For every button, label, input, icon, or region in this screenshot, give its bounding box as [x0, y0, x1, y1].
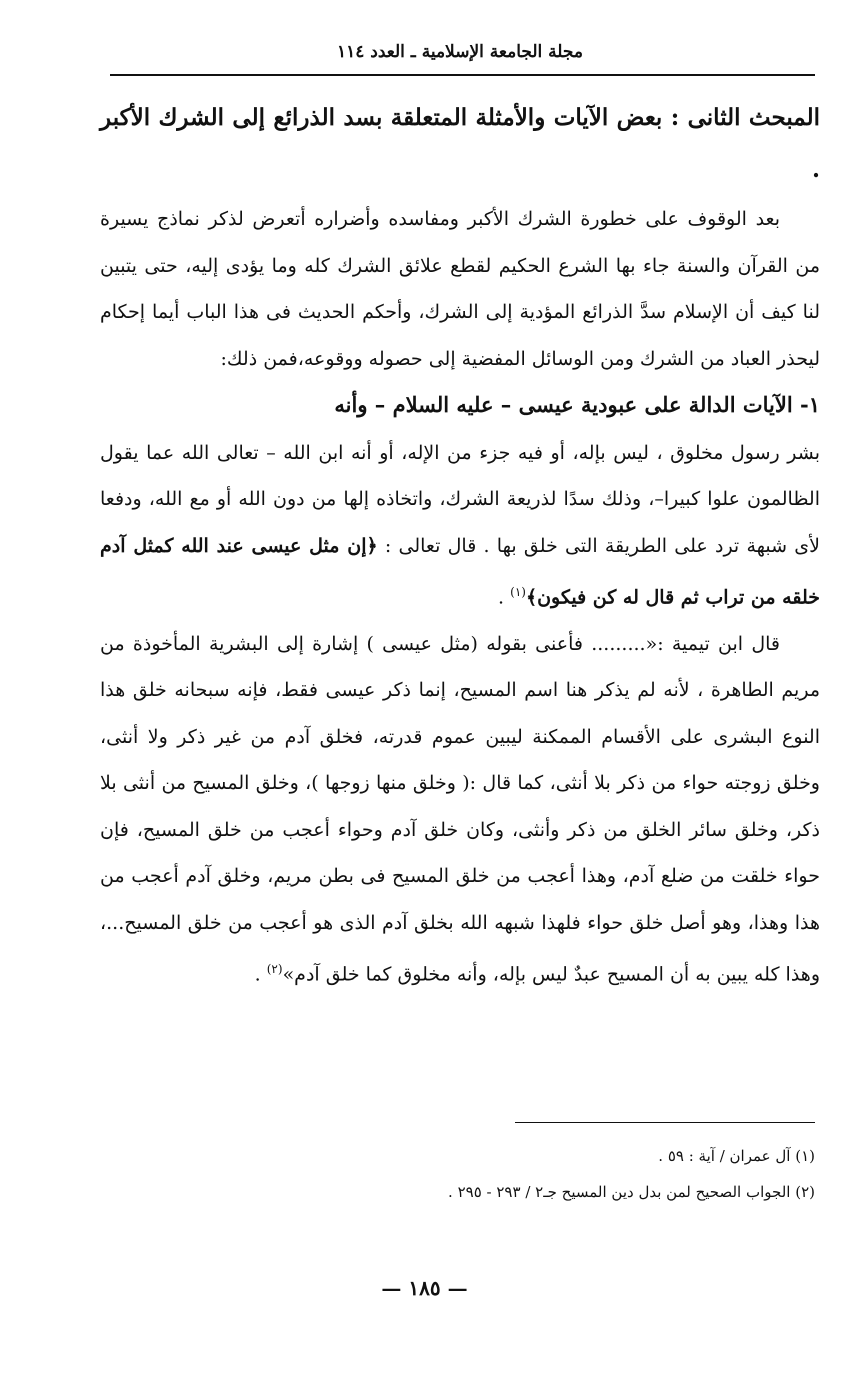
- item-1-end: .: [498, 586, 511, 609]
- footnote-1: (١) آل عمران / آية : ٥٩ .: [658, 1147, 815, 1165]
- intro-paragraph: بعد الوقوف على خطورة الشرك الأكبر ومفاسده وأضراره أتعرض لذكر نماذج يسيرة من القرآن والسنة جاء بها الشرع الحكيم لقطع علائق الشرك كله وما يؤدى إليه، حتى يتبين لنا كيف أن الإسلام سدَّ الذرائع المؤدية إلى الشرك، وأحكم الحديث فى هذا الباب أيما إحكام ليحذر العباد من الشرك ومن الوسائل المفضية إلى حصوله ووقوعه،فمن ذلك:: [100, 208, 820, 370]
- item-1-body-text: بشر رسول مخلوق ، ليس بإله، أو فيه جزء من الإله، أو أنه ابن الله – تعالى الله عما يقول الظالمون علوا كبيرا–، وذلك سدًا لذريعة الشرك، واتخاذه إلها من دون الله أو مع الله، ودفعا لأى شبهة ترد على الطريقة التى خلق بها . قال تعالى :: [100, 441, 820, 557]
- item-1-body: [100, 430, 820, 621]
- header-divider: [110, 74, 815, 76]
- main-text: [100, 92, 820, 998]
- footnote-ref-2: (٢): [266, 962, 283, 977]
- page-number: — ١٨٥ —: [381, 1276, 468, 1300]
- quote-text: قال ابن تيمية :«......... فأعنى بقوله (مثل عيسى ) إشارة إلى البشرية المأخوذة من مريم الطاهرة ، لأنه لم يذكر هنا اسم المسيح، إنما ذكر عيسى فقط، فإنه سبحانه خلق هذا النوع البشرى على الأقسام الممكنة ليبين عموم قدرته، فخلق آدم من غير ذكر ولا أنثى، وخلق زوجته حواء من ذكر بلا أنثى، كما قال :( وخلق منها زوجها )، وخلق المسيح من أنثى بلا ذكر، وخلق سائر الخلق من ذكر وأنثى، وكان خلق آدم وحواء أعجب من خلق المسيح، فإن حواء خلقت من ضلع آدم، وهذا أعجب من خلق المسيح فى بطن مريم، وخلق آدم أعجب من هذا وهذا، وهو أصل خلق حواء فلهذا شبهه الله بخلق آدم الذى هو أعجب من خلق المسيح...، وهذا كله يبين به أن المسيح عبدٌ ليس بإله، وأنه مخلوق كما خلق آدم»: [100, 632, 820, 986]
- running-header: مجلة الجامعة الإسلامية ـ العدد ١١٤: [336, 42, 584, 62]
- section-heading: المبحث الثانى : بعض الآيات والأمثلة المتعلقة بسد الذرائع إلى الشرك الأكبر .: [100, 104, 820, 183]
- ibn-taymiyya-quote: [100, 621, 820, 998]
- footnote-divider: [515, 1122, 815, 1123]
- footnote-ref-1: (١): [510, 585, 526, 599]
- item-1-title: [100, 382, 820, 430]
- quote-end: .: [254, 963, 267, 986]
- item-1-title-text: ١- الآيات الدالة على عبودية عيسى – عليه السلام – وأنه: [334, 392, 820, 417]
- footnotes: [110, 1138, 815, 1210]
- footnote-2: (٢) الجواب الصحيح لمن بدل دين المسيح جـ٢ / ٢٩٣ - ٢٩٥ .: [448, 1183, 815, 1201]
- quran-verse: ﴿إن مثل عيسى عند الله كمثل آدم خلقه من تراب ثم قال له كن فيكون﴾: [100, 534, 820, 609]
